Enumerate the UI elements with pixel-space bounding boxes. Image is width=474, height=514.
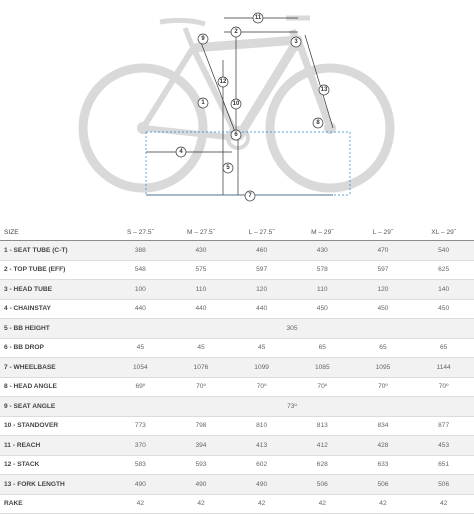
table-row (0, 455, 474, 475)
row-label: 6 - BB DROP (4, 344, 44, 352)
dimension-marker-1 (198, 98, 208, 108)
table-cell: 583 (134, 461, 146, 469)
table-cell: 506 (438, 480, 450, 488)
table-cell: 45 (136, 344, 144, 352)
table-row (0, 475, 474, 495)
table-cell: 450 (377, 305, 389, 313)
table-cell: 430 (316, 246, 328, 254)
row-label: 13 - FORK LENGTH (4, 480, 65, 488)
table-cell: 65 (318, 344, 326, 352)
table-cell: 633 (377, 461, 389, 469)
table-row (0, 358, 474, 378)
table-cell: 440 (195, 305, 207, 313)
table-cell: 120 (256, 285, 268, 293)
svg-text:4: 4 (179, 149, 183, 155)
geometry-table (0, 224, 474, 514)
row-label: 2 - TOP TUBE (EFF) (4, 266, 66, 274)
size-column-header-6: XL – 29˝ (413, 224, 474, 241)
table-cell: 110 (195, 285, 207, 293)
table-cell: 42 (439, 500, 448, 508)
table-cell: 1099 (254, 363, 269, 371)
row-label: 4 - CHAINSTAY (4, 305, 51, 313)
table-cell: 490 (256, 480, 268, 488)
table-cell: 877 (438, 422, 450, 430)
dimension-marker-3 (291, 37, 301, 47)
table-cell: 834 (377, 422, 389, 430)
svg-text:5: 5 (226, 165, 230, 171)
table-cell: 42 (379, 500, 387, 508)
svg-text:2: 2 (234, 29, 238, 35)
size-column-header-5: L – 29˝ (353, 224, 414, 241)
table-cell: 42 (136, 500, 144, 508)
size-column-header-2: M – 27.5˝ (171, 224, 232, 241)
table-cell: 440 (134, 305, 146, 313)
table-cell: 506 (316, 480, 328, 488)
table-cell: 140 (438, 285, 450, 293)
table-row (0, 397, 474, 417)
table-cell: 1095 (375, 363, 391, 371)
table-cell: 602 (256, 461, 268, 469)
table-row (0, 280, 474, 300)
table-cell: 73º (287, 402, 297, 410)
dimension-marker-2 (231, 27, 241, 37)
table-cell: 70º (256, 383, 267, 391)
table-cell: 625 (438, 266, 450, 274)
table-cell: 548 (134, 266, 146, 274)
table-cell: 593 (195, 461, 207, 469)
svg-text:3: 3 (294, 39, 298, 45)
table-cell: 578 (316, 266, 328, 274)
table-row (0, 377, 474, 397)
table-cell: 470 (377, 246, 389, 254)
table-cell: 65 (379, 344, 387, 352)
svg-text:13: 13 (320, 87, 328, 93)
table-cell: 1054 (132, 363, 148, 371)
table-cell: 45 (257, 344, 266, 352)
row-label: 10 - STANDOVER (4, 422, 59, 430)
table-row (0, 299, 474, 319)
dimension-marker-12 (218, 77, 228, 87)
table-row (0, 241, 474, 261)
svg-text:11: 11 (254, 15, 262, 21)
svg-text:7: 7 (248, 193, 252, 199)
svg-text:12: 12 (219, 79, 227, 85)
table-cell: 413 (256, 441, 268, 449)
table-cell: 1085 (314, 363, 330, 371)
row-label: 11 - REACH (4, 441, 41, 449)
dimension-marker-6 (231, 130, 241, 140)
table-cell: 69º (135, 383, 146, 391)
table-cell: 70º (438, 383, 449, 391)
table-row (0, 260, 474, 280)
table-cell: 412 (316, 441, 328, 449)
table-cell: 42 (197, 500, 205, 508)
dimension-marker-11 (253, 13, 263, 23)
size-column-header: SIZE (0, 224, 110, 241)
table-cell: 120 (377, 285, 389, 293)
table-cell: 813 (316, 422, 328, 430)
svg-text:8: 8 (316, 120, 320, 126)
table-cell: 70º (378, 383, 388, 391)
table-cell: 394 (195, 441, 207, 449)
svg-text:9: 9 (201, 36, 205, 42)
table-cell: 45 (197, 344, 205, 352)
table-body (0, 241, 474, 514)
row-label: 8 - HEAD ANGLE (4, 383, 57, 391)
svg-text:6: 6 (234, 132, 238, 138)
table-cell: 370 (134, 441, 146, 449)
table-row (0, 494, 474, 514)
table-cell: 798 (195, 422, 207, 430)
table-cell: 430 (195, 246, 207, 254)
table-row (0, 416, 474, 436)
row-label: 7 - WHEELBASE (4, 363, 56, 371)
size-column-header-4: M – 29˝ (292, 224, 353, 241)
row-label: 12 - STACK (4, 461, 40, 469)
dimension-marker-10 (231, 99, 241, 109)
table-header-row (0, 224, 474, 241)
table-row (0, 338, 474, 358)
dimension-marker-13 (319, 85, 329, 95)
table-row (0, 436, 474, 456)
table-cell: 810 (256, 422, 268, 430)
table-cell: 575 (195, 266, 207, 274)
table-cell: 450 (438, 305, 450, 313)
table-cell: 428 (377, 441, 389, 449)
table-cell: 597 (377, 266, 389, 274)
table-cell: 490 (134, 480, 146, 488)
dimension-marker-9 (198, 34, 208, 44)
row-label: 3 - HEAD TUBE (4, 285, 52, 293)
dimension-marker-7 (245, 191, 255, 201)
table-cell: 1144 (436, 363, 451, 371)
table-cell: 65 (439, 344, 448, 352)
table-cell: 388 (134, 246, 146, 254)
dimension-marker-4 (176, 147, 186, 157)
dimension-marker-5 (223, 163, 233, 173)
table-cell: 440 (256, 305, 268, 313)
table-cell: 773 (134, 422, 146, 430)
row-label: RAKE (4, 500, 23, 508)
table-cell: 42 (257, 500, 266, 508)
table-cell: 460 (256, 246, 268, 254)
table-cell: 70º (196, 383, 206, 391)
table-cell: 100 (134, 285, 146, 293)
table-cell: 70º (317, 383, 328, 391)
table-cell: 597 (256, 266, 268, 274)
table-cell: 305 (286, 324, 298, 332)
table-cell: 110 (317, 285, 328, 293)
table-cell: 540 (438, 246, 450, 254)
row-label: 1 - SEAT TUBE (C-T) (4, 246, 68, 254)
svg-text:1: 1 (201, 100, 205, 106)
row-label: 5 - BB HEIGHT (4, 324, 50, 332)
size-column-header-3: L – 27.5˝ (231, 224, 292, 241)
table-cell: 651 (438, 461, 450, 469)
table-cell: 628 (316, 461, 328, 469)
size-column-header-1: S – 27.5˝ (110, 224, 171, 241)
table-cell: 450 (316, 305, 328, 313)
row-label: 9 - SEAT ANGLE (4, 402, 56, 410)
svg-text:10: 10 (232, 101, 240, 107)
bike-geometry-diagram (0, 0, 474, 215)
table-cell: 42 (318, 500, 326, 508)
table-cell: 1076 (193, 363, 209, 371)
table-cell: 506 (377, 480, 389, 488)
dimension-marker-8 (313, 118, 323, 128)
table-row (0, 319, 474, 339)
table-cell: 453 (438, 441, 450, 449)
table-cell: 490 (195, 480, 207, 488)
